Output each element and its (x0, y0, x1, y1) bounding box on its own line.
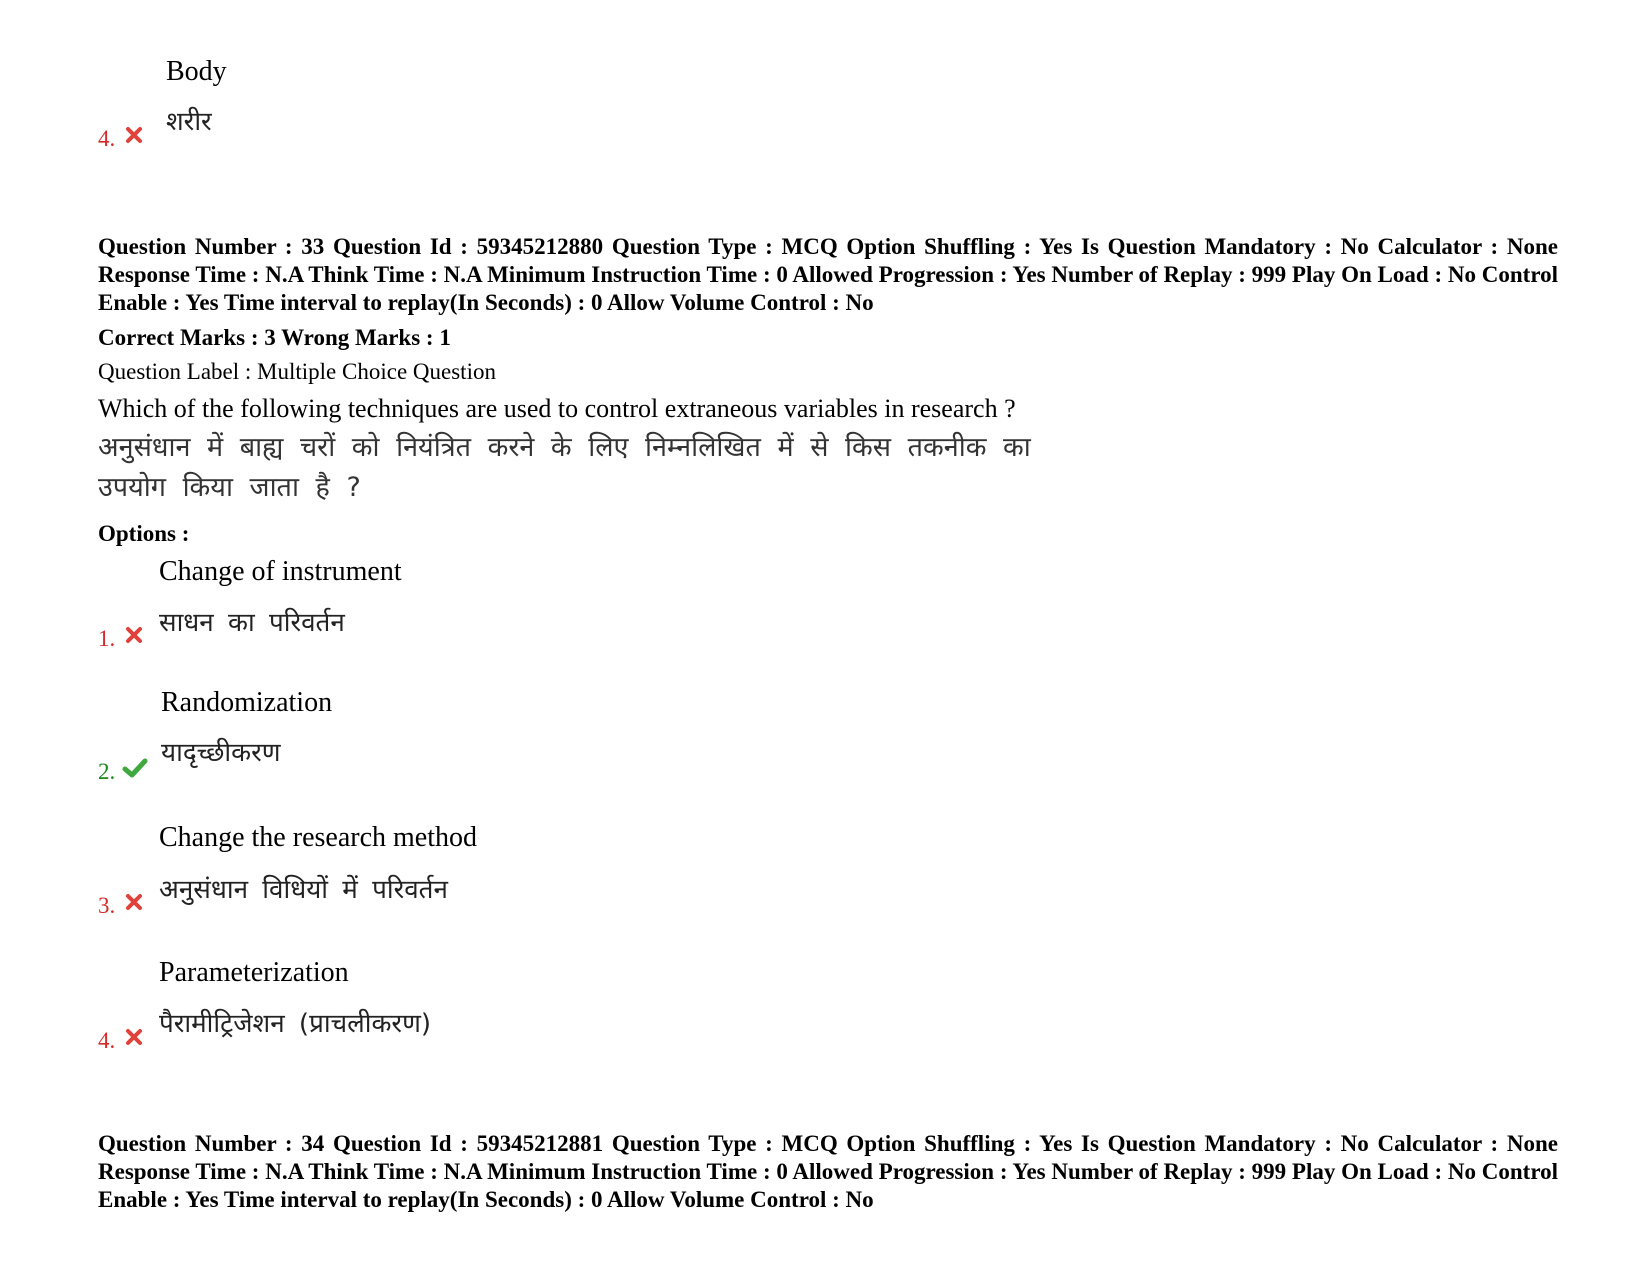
cross-icon (125, 126, 143, 144)
option-1-english: Change of instrument (159, 556, 402, 587)
question-34-meta: Question Number : 34 Question Id : 59345212881 Question Type : MCQ Option Shuffling : Yes Is Question Mandatory : No Calculator : None Response Time : N.A Think Time : N.A Minimum Instruction Time : 0 Allowed Progression : Yes Number of Replay : 999 Play On Load : No Control Enable : Yes Time interval to replay(In Seconds) : 0 Allow Volume Control : No (98, 1131, 1558, 1212)
option-4-english: Parameterization (159, 957, 349, 988)
prev-option-4-number: 4. (98, 126, 116, 151)
cross-icon (125, 626, 143, 644)
question-33-label: Question Label : Multiple Choice Question (98, 359, 496, 384)
question-33-text-hindi: अनुसंधान में बाह्य चरों को नियंत्रित करने के लिए निम्नलिखित में से किस तकनीक का उपयोग किया जाता है ? (98, 432, 1031, 503)
question-33-marks: Correct Marks : 3 Wrong Marks : 1 (98, 325, 451, 350)
check-icon (122, 757, 148, 779)
prev-option-4-english: Body (166, 56, 227, 87)
option-2-english: Randomization (161, 687, 333, 718)
options-label: Options : (98, 521, 190, 546)
option-3-hindi: अनुसंधान विधियों में परिवर्तन (159, 875, 448, 905)
option-2-hindi: यादृच्छीकरण (161, 738, 281, 768)
prev-option-4-hindi: शरीर (166, 107, 212, 137)
option-4-number: 4. (98, 1028, 116, 1053)
option-3-number: 3. (98, 893, 116, 918)
option-1-number: 1. (98, 626, 116, 651)
option-1-hindi: साधन का परिवर्तन (159, 608, 345, 638)
question-33-meta: Question Number : 33 Question Id : 59345212880 Question Type : MCQ Option Shuffling : Yes Is Question Mandatory : No Calculator : None Response Time : N.A Think Time : N.A Minimum Instruction Time : 0 Allowed Progression : Yes Number of Replay : 999 Play On Load : No Control Enable : Yes Time interval to replay(In Seconds) : 0 Allow Volume Control : No (98, 234, 1558, 315)
question-33-text-english: Which of the following techniques are used to control extraneous variables in research ? (98, 394, 1016, 423)
option-2-number: 2. (98, 759, 116, 784)
cross-icon (125, 893, 143, 911)
option-4-hindi: पैरामीट्रिजेशन (प्राचलीकरण) (159, 1009, 432, 1039)
cross-icon (125, 1028, 143, 1046)
option-3-english: Change the research method (159, 822, 477, 853)
